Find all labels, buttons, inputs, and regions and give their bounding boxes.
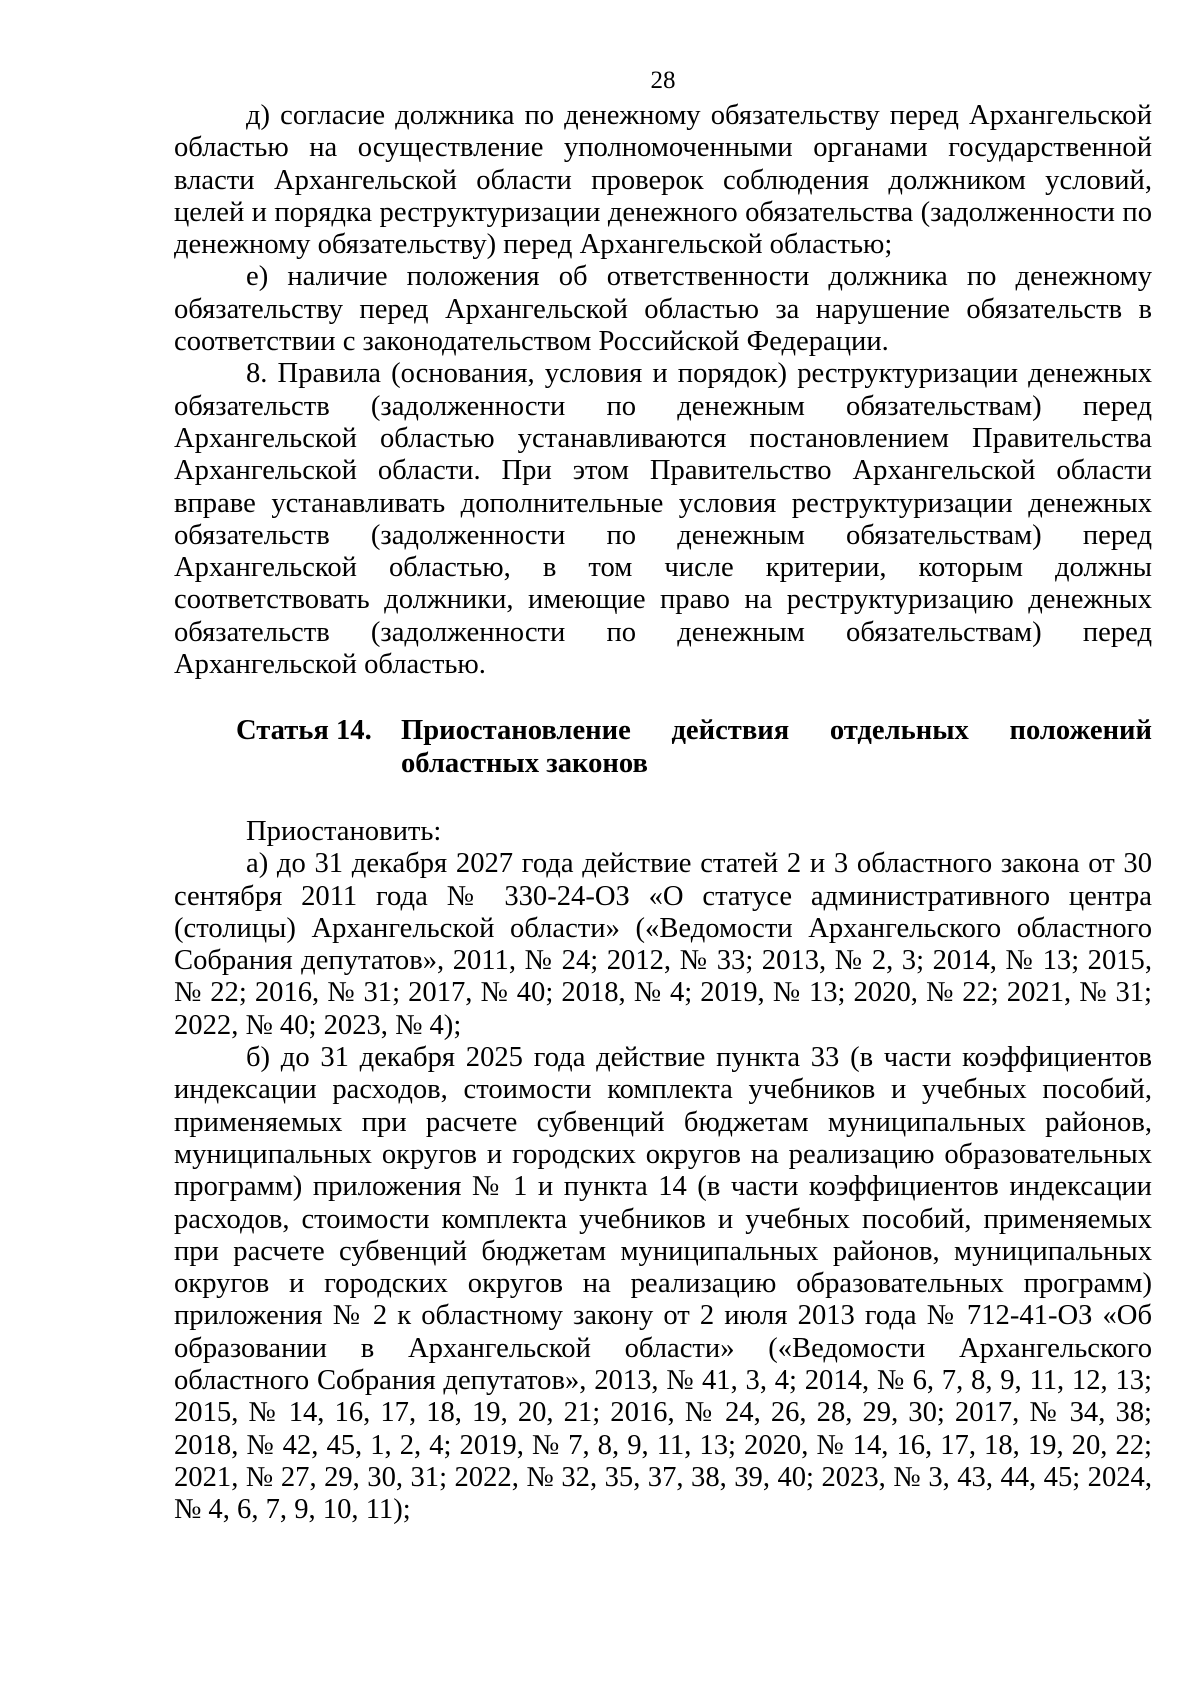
document-page xyxy=(174,66,1152,1526)
page-number: 28 xyxy=(650,67,676,94)
paragraph-b: б) до 31 декабря 2025 года действие пункта 33 (в части коэффициентов индексации расходов, стоимости комплекта учебников и учебных пособий, применяемых при расчете субвенций бюджетам муниципальных районов, муниципальных округов и городских округов на реализацию образовательных программ) приложения № 1 и пункта 14 (в части коэффициентов индексации расходов, стоимости комплекта учебников и учебных пособий, применяемых при расчете субвенций бюджетам муниципальных районов, муниципальных округов и городских округов на реализацию образовательных программ) приложения № 2 к областному закону от 2 июля 2013 года № 712-41-ОЗ «Об образовании в Архангельской области» («Ведомости Архангельского областного Собрания депутатов», 2013, № 41, 3, 4; 2014, № 6, 7, 8, 9, 11, 12, 13; 2015, № 14, 16, 17, 18, 19, 20, 21; 2016, № 24, 26, 28, 29, 30; 2017, № 34, 38; 2018, № 42, 45, 1, 2, 4; 2019, № 7, 8, 9, 11, 13; 2020, № 14, 16, 17, 18, 19, 20, 22; 2021, № 27, 29, 30, 31; 2022, № 32, 35, 37, 38, 39, 40; 2023, № 3, 43, 44, 45; 2024, № 4, 6, 7, 9, 10, 11); xyxy=(174,1042,1152,1526)
paragraph-8: 8. Правила (основания, условия и порядок) реструктуризации денежных обязательств (задолженности по денежным обязательствам) перед Архангельской областью устанавливаются постановлением Правительства Архангельской области. При этом Правительство Архангельской области вправе устанавливать дополнительные условия реструктуризации денежных обязательств (задолженности по денежным обязательствам) перед Архангельской областью, в том числе критерии, которым должны соответствовать должники, имеющие право на реструктуризацию денежных обязательств (задолженности по денежным обязательствам) перед Архангельской областью. xyxy=(174,358,1152,681)
article-title: Приостановление действия отдельных положений областных законов xyxy=(401,715,1152,779)
paragraph-d: д) согласие должника по денежному обязательству перед Архангельской областью на осуществление уполномоченными органами государственной власти Архангельской области проверок соблюдения должником условий, целей и порядка реструктуризации денежного обязательства (задолженности по денежному обязательству) перед Архангельской областью; xyxy=(174,100,1152,261)
paragraph-e: е) наличие положения об ответственности должника по денежному обязательству перед Архангельской областью за нарушение обязательств в соответствии с законодательством Российской Федерации. xyxy=(174,261,1152,358)
article-heading xyxy=(174,715,1152,780)
paragraph-a: а) до 31 декабря 2027 года действие статей 2 и 3 областного закона от 30 сентября 2011 года № 330-24-ОЗ «О статусе административного центра (столицы) Архангельской области» («Ведомости Архангельского областного Собрания депутатов», 2011, № 24; 2012, № 33; 2013, № 2, 3; 2014, № 13; 2015, № 22; 2016, № 31; 2017, № 40; 2018, № 4; 2019, № 13; 2020, № 22; 2021, № 31; 2022, № 40; 2023, № 4); xyxy=(174,848,1152,1041)
paragraph-intro: Приостановить: xyxy=(246,815,442,847)
article-number: Статья 14. xyxy=(236,715,372,747)
